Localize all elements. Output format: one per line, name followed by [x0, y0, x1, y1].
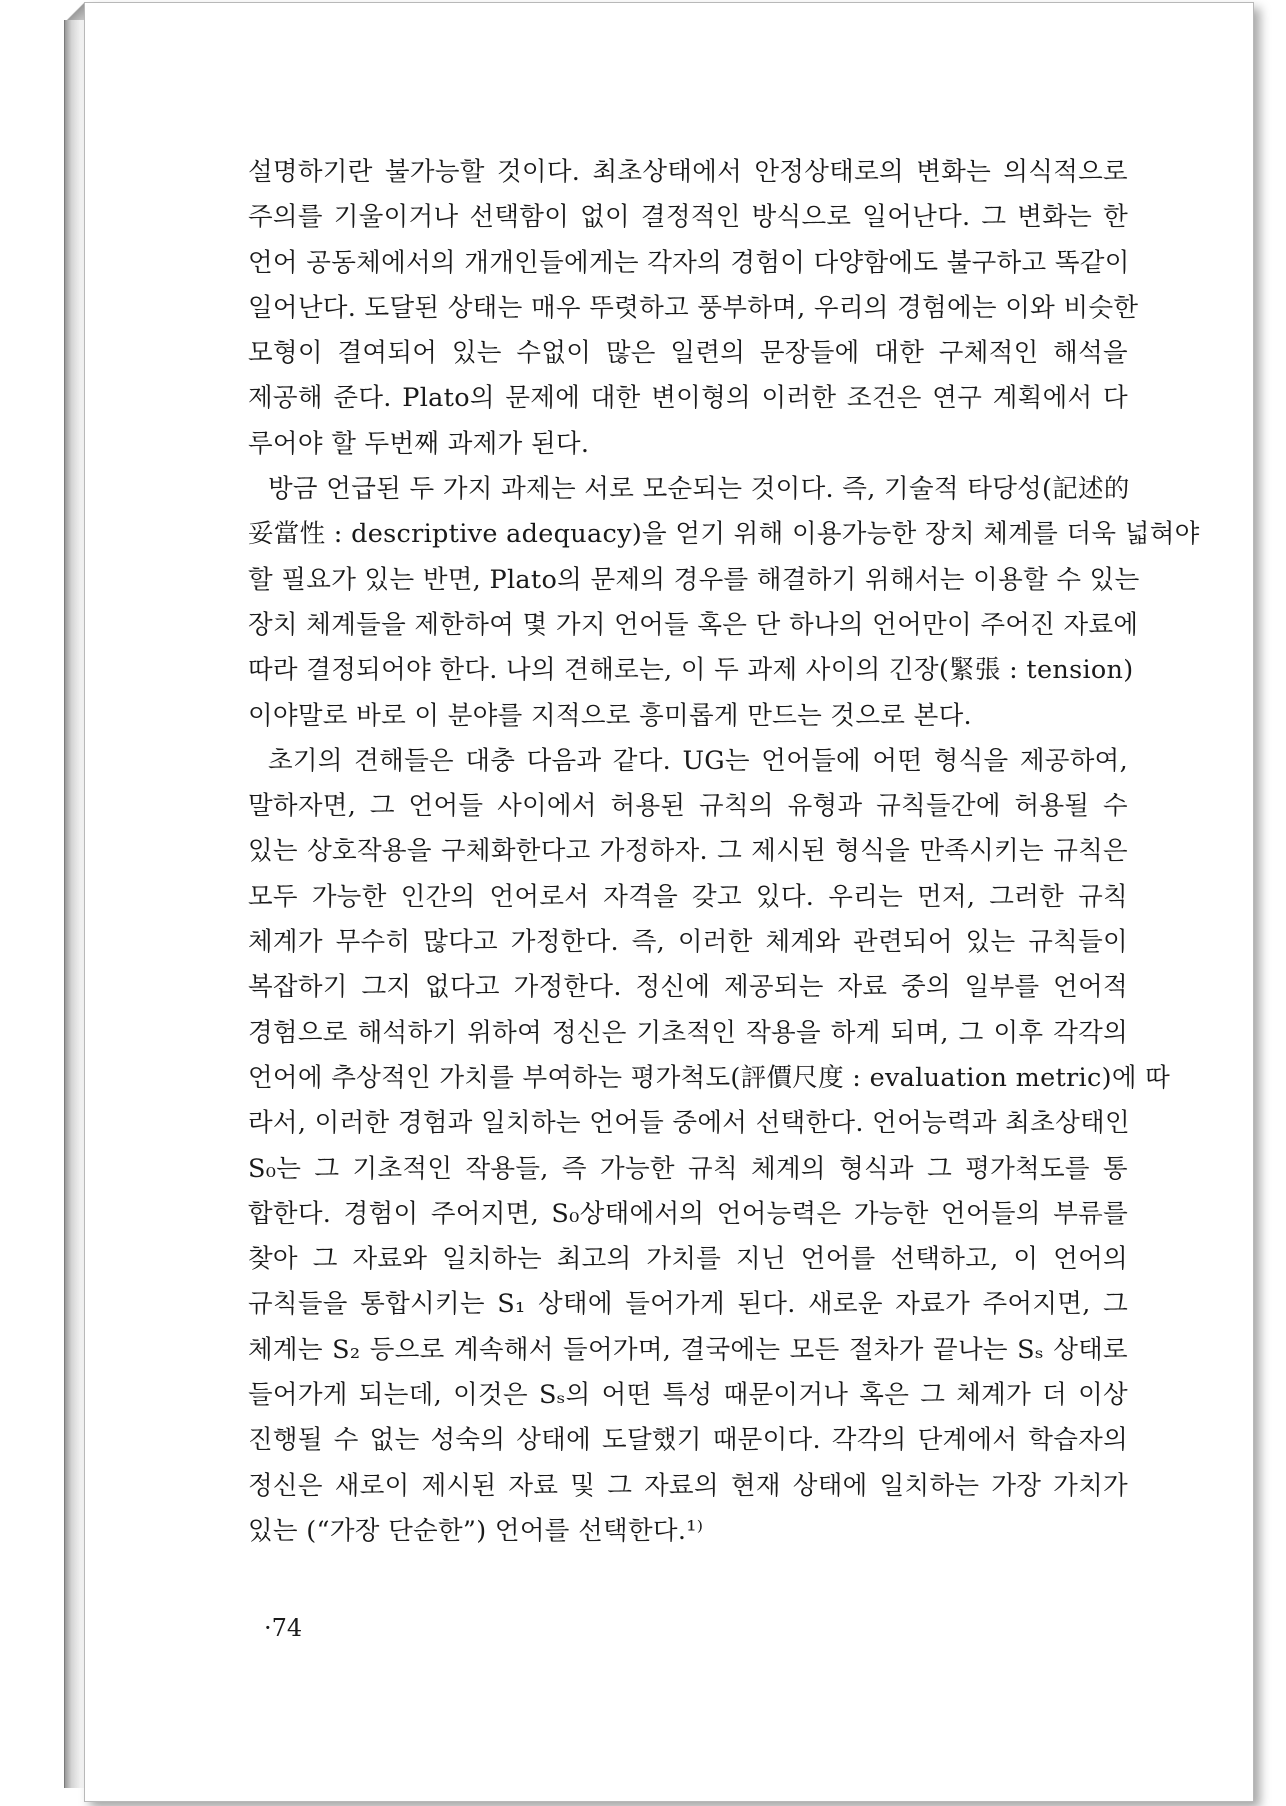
text-line: S₀는 그 기초적인 작용들, 즉 가능한 규칙 체계의 형식과 그 평가척도를 통: [248, 1153, 1128, 1184]
text-line: 모형이 결여되어 있는 수없이 많은 일련의 문장들에 대한 구체적인 해석을: [248, 338, 1128, 369]
text-line: 초기의 견해들은 대충 다음과 같다. UG는 언어들에 어떤 형식을 제공하여,: [268, 745, 1128, 776]
text-line: 설명하기란 불가능할 것이다. 최초상태에서 안정상태로의 변화는 의식적으로: [248, 157, 1128, 187]
text-line: 언어 공동체에서의 개개인들에게는 각자의 경험이 다양함에도 불구하고 똑같이: [248, 247, 1130, 278]
text-line: 루어야 할 두번째 과제가 된다.: [248, 428, 590, 459]
text-line: 진행될 수 없는 성숙의 상태에 도달했기 때문이다. 각각의 단계에서 학습자의: [248, 1425, 1128, 1456]
text-line: 따라 결정되어야 한다. 나의 견해로는, 이 두 과제 사이의 긴장(緊張 : tension): [248, 655, 1134, 686]
page-number: ·74: [264, 1614, 303, 1642]
text-line: 찾아 그 자료와 일치하는 최고의 가치를 지닌 언어를 선택하고, 이 언어의: [248, 1244, 1128, 1275]
text-line: 제공해 준다. Plato의 문제에 대한 변이형의 이러한 조건은 연구 계획에서 다: [248, 383, 1128, 414]
body-text: [248, 150, 1200, 1554]
text-line: 들어가게 되는데, 이것은 Sₛ의 어떤 특성 때문이거나 혹은 그 체계가 더 이상: [248, 1380, 1128, 1411]
text-line: 방금 언급된 두 가지 과제는 서로 모순되는 것이다. 즉, 기술적 타당성(記述的: [268, 474, 1130, 505]
text-line: 정신은 새로이 제시된 자료 및 그 자료의 현재 상태에 일치하는 가장 가치가: [248, 1470, 1128, 1501]
text-line: 妥當性 : descriptive adequacy)을 얻기 위해 이용가능한 장치 체계를 더욱 넓혀야: [248, 519, 1200, 550]
text-line: 체계는 S₂ 등으로 계속해서 들어가며, 결국에는 모든 절차가 끝나는 Sₛ 상태로: [248, 1334, 1128, 1365]
text-line: 체계가 무수히 많다고 가정한다. 즉, 이러한 체계와 관련되어 있는 규칙들이: [248, 927, 1128, 958]
text-line: 말하자면, 그 언어들 사이에서 허용된 규칙의 유형과 규칙들간에 허용될 수: [248, 791, 1128, 822]
text-line: 이야말로 바로 이 분야를 지적으로 흥미롭게 만드는 것으로 본다.: [248, 700, 972, 731]
text-line: 경험으로 해석하기 위하여 정신은 기초적인 작용을 하게 되며, 그 이후 각각의: [248, 1017, 1128, 1048]
text-line: 장치 체계들을 제한하여 몇 가지 언어들 혹은 단 하나의 언어만이 주어진 자료에: [248, 609, 1139, 640]
text-line: 합한다. 경험이 주어지면, S₀상태에서의 언어능력은 가능한 언어들의 부류를: [248, 1198, 1128, 1229]
text-line: 언어에 추상적인 가치를 부여하는 평가척도(評價尺度 : evaluation metric)에 따: [248, 1062, 1171, 1093]
text-line: 있는 (“가장 단순한”) 언어를 선택한다.¹⁾: [248, 1515, 704, 1546]
text-line: 모두 가능한 인간의 언어로서 자격을 갖고 있다. 우리는 먼저, 그러한 규칙: [248, 881, 1128, 912]
text-line: 일어난다. 도달된 상태는 매우 뚜렷하고 풍부하며, 우리의 경험에는 이와 비슷한: [248, 292, 1139, 323]
text-line: 있는 상호작용을 구체화한다고 가정하자. 그 제시된 형식을 만족시키는 규칙은: [248, 836, 1128, 867]
text-line: 복잡하기 그지 없다고 가정한다. 정신에 제공되는 자료 중의 일부를 언어적: [248, 972, 1128, 1003]
text-line: 라서, 이러한 경험과 일치하는 언어들 중에서 선택한다. 언어능력과 최초상태인: [248, 1108, 1130, 1139]
text-line: 할 필요가 있는 반면, Plato의 문제의 경우를 해결하기 위해서는 이용할 수 있는: [248, 564, 1140, 595]
text-line: 주의를 기울이거나 선택함이 없이 결정적인 방식으로 일어난다. 그 변화는 한: [248, 202, 1128, 233]
text-line: 규칙들을 통합시키는 S₁ 상태에 들어가게 된다. 새로운 자료가 주어지면, 그: [248, 1289, 1128, 1320]
